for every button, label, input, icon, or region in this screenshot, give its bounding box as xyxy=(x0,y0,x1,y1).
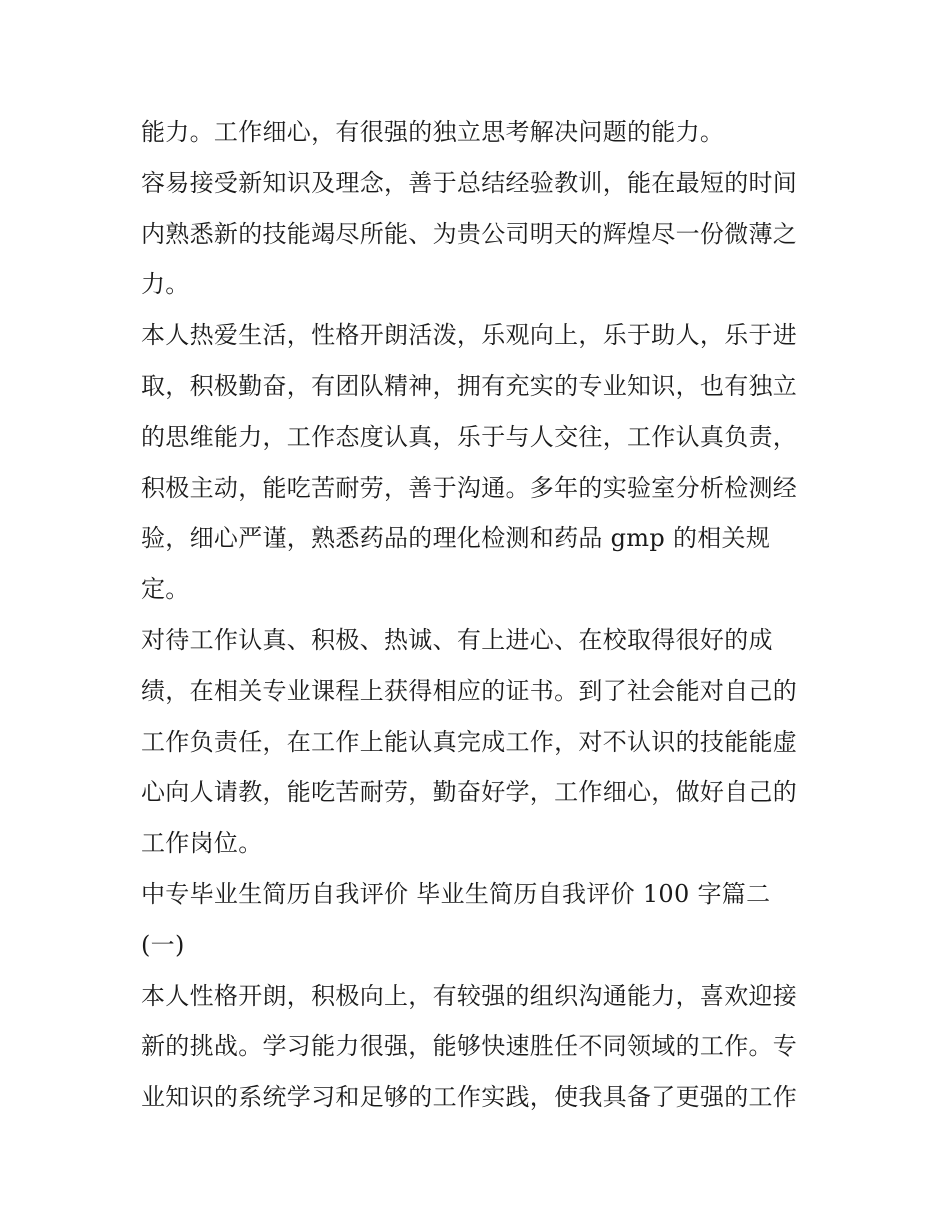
text-line: 心向人请教，能吃苦耐劳，勤奋好学，工作细心，做好自己的 xyxy=(141,778,798,807)
text-line: 能力。工作细心，有很强的独立思考解决问题的能力。 xyxy=(141,118,725,146)
text-line: 本人性格开朗，积极向上，有较强的组织沟通能力，喜欢迎接 xyxy=(141,981,798,1010)
text-line: 内熟悉新的技能竭尽所能、为贵公司明天的辉煌尽一份微薄之 xyxy=(141,219,798,248)
text-line: 力。 xyxy=(141,270,190,299)
text-line: 容易接受新知识及理念，善于总结经验教训，能在最短的时间 xyxy=(141,168,798,197)
text-line: 工作岗位。 xyxy=(141,829,263,858)
body-text xyxy=(141,107,821,1123)
section-number: (一) xyxy=(141,930,185,959)
section-heading: 中专毕业生简历自我评价 毕业生简历自我评价 100 字篇二 xyxy=(141,879,771,908)
text-line: 对待工作认真、积极、热诚、有上进心、在校取得很好的成 xyxy=(141,625,773,654)
text-line: 新的挑战。学习能力很强，能够快速胜任不同领域的工作。专 xyxy=(141,1032,798,1061)
text-line: 业知识的系统学习和足够的工作实践，使我具备了更强的工作 xyxy=(141,1083,798,1112)
text-line: 验，细心严谨，熟悉药品的理化检测和药品 gmp 的相关规 xyxy=(141,524,771,553)
text-line: 工作负责任，在工作上能认真完成工作，对不认识的技能能虚 xyxy=(141,727,798,756)
text-line: 的思维能力，工作态度认真，乐于与人交往，工作认真负责， xyxy=(141,422,798,451)
text-line: 绩，在相关专业课程上获得相应的证书。到了社会能对自己的 xyxy=(141,676,798,705)
text-line: 定。 xyxy=(141,575,190,604)
text-line: 积极主动，能吃苦耐劳，善于沟通。多年的实验室分析检测经 xyxy=(141,473,798,502)
text-line: 取，积极勤奋，有团队精神，拥有充实的专业知识，也有独立 xyxy=(141,371,798,400)
text-line: 本人热爱生活，性格开朗活泼，乐观向上，乐于助人，乐于进 xyxy=(141,321,798,350)
